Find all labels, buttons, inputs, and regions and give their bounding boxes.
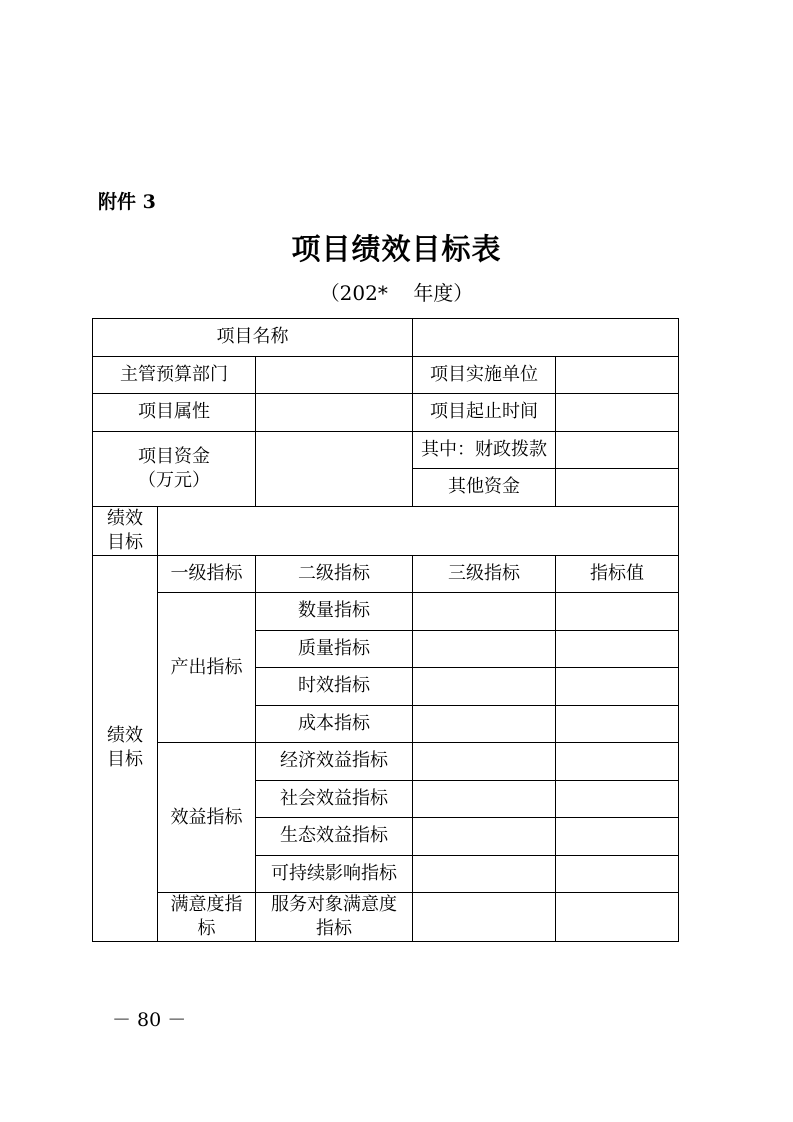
- timeliness-value-cell[interactable]: [556, 668, 679, 706]
- economic-value-cell[interactable]: [556, 743, 679, 781]
- row-quantity: [93, 593, 679, 631]
- sustainable-level3-cell[interactable]: [413, 855, 556, 893]
- sustainable-impact-indicator: 可持续影响指标: [256, 855, 413, 893]
- project-period-value[interactable]: [556, 394, 679, 432]
- satisfaction-value-cell[interactable]: [556, 893, 679, 942]
- output-indicators-label: 产出指标: [158, 593, 256, 743]
- social-level3-cell[interactable]: [413, 780, 556, 818]
- quantity-indicator: 数量指标: [256, 593, 413, 631]
- other-funds-value[interactable]: [556, 469, 679, 507]
- satisfaction-level3-cell[interactable]: [413, 893, 556, 942]
- indicator-label-line1: 绩效: [107, 725, 143, 747]
- social-benefit-indicator: 社会效益指标: [256, 780, 413, 818]
- ecological-level3-cell[interactable]: [413, 818, 556, 856]
- row-attribute: [93, 394, 679, 432]
- page-number: － 80 －: [112, 1009, 187, 1031]
- performance-goal-table: [92, 318, 679, 942]
- quality-value-cell[interactable]: [556, 630, 679, 668]
- header-level1: 一级指标: [158, 555, 256, 593]
- cost-value-cell[interactable]: [556, 705, 679, 743]
- goal-label-line2: 目标: [107, 531, 143, 553]
- economic-benefit-indicator: 经济效益指标: [256, 743, 413, 781]
- quality-indicator: 质量指标: [256, 630, 413, 668]
- implementing-unit-value[interactable]: [556, 356, 679, 394]
- year-subtitle: [0, 277, 793, 306]
- row-performance-goal: [93, 506, 679, 555]
- economic-level3-cell[interactable]: [413, 743, 556, 781]
- cost-level3-cell[interactable]: [413, 705, 556, 743]
- ecological-benefit-indicator: 生态效益指标: [256, 818, 413, 856]
- performance-goal-value[interactable]: [158, 506, 679, 555]
- satisfaction-indicators-label: [158, 893, 256, 942]
- cost-indicator: 成本指标: [256, 705, 413, 743]
- project-funds-label: [93, 431, 256, 506]
- project-attribute-value[interactable]: [256, 394, 413, 432]
- project-period-label: 项目起止时间: [413, 394, 556, 432]
- header-value: 指标值: [556, 555, 679, 593]
- project-name-value[interactable]: [413, 319, 679, 357]
- service-satisfaction-indicator: [256, 893, 413, 942]
- fiscal-allocation-label: 其中：财政拨款: [413, 431, 556, 469]
- ecological-value-cell[interactable]: [556, 818, 679, 856]
- other-funds-label: 其他资金: [413, 469, 556, 507]
- project-funds-value[interactable]: [256, 431, 413, 506]
- quantity-value-cell[interactable]: [556, 593, 679, 631]
- sustainable-value-cell[interactable]: [556, 855, 679, 893]
- implementing-unit-label: 项目实施单位: [413, 356, 556, 394]
- satisfaction-item-line1: 服务对象满意度: [271, 894, 397, 915]
- project-name-label: 项目名称: [93, 319, 413, 357]
- fiscal-allocation-value[interactable]: [556, 431, 679, 469]
- performance-goal-label: [93, 506, 158, 555]
- timeliness-indicator: 时效指标: [256, 668, 413, 706]
- attachment-label: 附件 3: [98, 191, 156, 213]
- row-satisfaction: [93, 893, 679, 942]
- managing-department-label: 主管预算部门: [93, 356, 256, 394]
- header-level2: 二级指标: [256, 555, 413, 593]
- project-funds-line2: （万元）: [138, 469, 210, 491]
- satisfaction-label-line1: 满意度指: [170, 894, 243, 915]
- timeliness-level3-cell[interactable]: [413, 668, 556, 706]
- quality-level3-cell[interactable]: [413, 630, 556, 668]
- project-attribute-label: 项目属性: [93, 394, 256, 432]
- satisfaction-item-line2: 指标: [316, 918, 352, 939]
- row-department: [93, 356, 679, 394]
- row-funds-fiscal: [93, 431, 679, 469]
- header-level3: 三级指标: [413, 555, 556, 593]
- project-funds-line1: 项目资金: [138, 445, 210, 467]
- indicator-label-line2: 目标: [107, 749, 143, 771]
- page-title: 项目绩效目标表: [291, 232, 502, 266]
- social-value-cell[interactable]: [556, 780, 679, 818]
- quantity-level3-cell[interactable]: [413, 593, 556, 631]
- row-economic: [93, 743, 679, 781]
- managing-department-value[interactable]: [256, 356, 413, 394]
- benefit-indicators-label: 效益指标: [158, 743, 256, 893]
- year-open: （202*: [319, 281, 388, 305]
- row-indicator-headers: [93, 555, 679, 593]
- satisfaction-label-line2: 标: [197, 918, 216, 939]
- year-close: 年度）: [413, 281, 474, 305]
- indicator-section-label: [93, 555, 158, 942]
- goal-label-line1: 绩效: [107, 507, 143, 529]
- row-project-name: [93, 319, 679, 357]
